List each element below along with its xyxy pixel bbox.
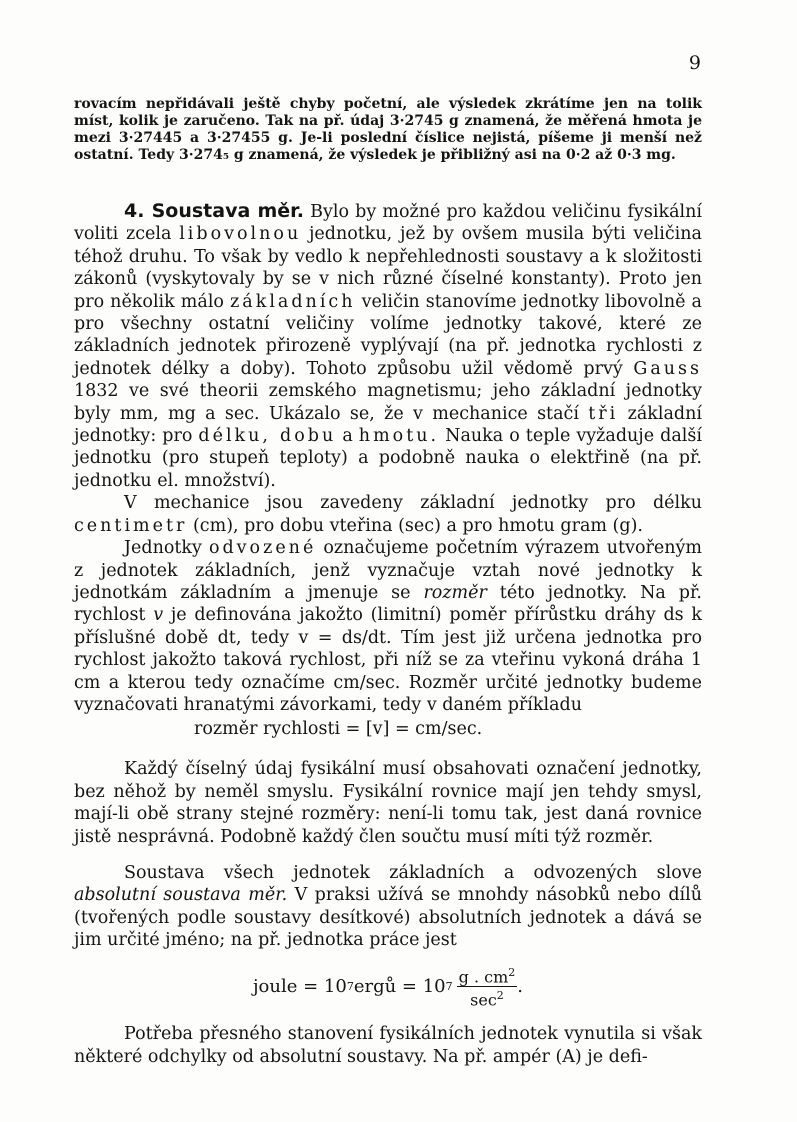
joule-fraction: $\frac{g . cm^2}{\sec^2}$ bbox=[458, 965, 516, 1010]
section-4-paragraph-3: Jednotky odvozené označujeme početním výrazem utvořeným z jednotek základních, jenž vyznačuje vztah nové jednotky k jednotkám základním a jmenuje se rozměr této jednotky. Na př. rychlost v je definována jakožto (limitní) poměr přírůstku dráhy ds k příslušné době dt, tedy v = ds/dt. Tím jest již určena jednotka pro rychlost jakožto taková rychlost, při níž se za vteřinu vykoná dráha 1 cm a kterou tedy označíme cm/sec. Rozměr určité jednotky budeme vyznačovati hranatými závorkami, tedy v daném příkladu bbox=[74, 538, 702, 715]
section-4-paragraph-2: V mechanice jsou zavedeny základní jednotky pro délku centimetr (cm), pro dobu vteřina (sec) a pro hmotu gram (g). bbox=[74, 493, 702, 536]
intro-paragraph: rovacím nepřidávali ještě chyby početní, ale výsledek zkrátíme jen na tolik míst, kolik je zaručeno. Tak na př. údaj 3·2745 g znamená, že měřená hmota je mezi 3·27445 a 3·27455 g. Je-li poslední číslice nejistá, píšeme ji menší než ostatní. Tedy 3·274₅ g znamená, že výsledek je přibližný asi na 0·2 až 0·3 mg. bbox=[74, 96, 702, 163]
equation-velocity-dimension: rozměr rychlosti = [v] = cm/sec. bbox=[194, 719, 483, 740]
section-4-paragraph-5: Soustava všech jednotek základních a odvozených slove absolutní soustava měr. V praksi užívá se mnohdy násobků nebo dílů (tvořených podle soustavy desítkové) absolutních jednotek a dává se jim určité jméno; na př. jednotka práce jest bbox=[74, 862, 702, 951]
equation-joule: joule = 10 7 ergů = 10 7 $\frac{g . cm^2}{\sec^2}$ . bbox=[252, 965, 524, 1010]
page-number: 9 bbox=[688, 52, 701, 74]
section-heading: 4. Soustava měr. bbox=[124, 200, 305, 222]
section-4-paragraph-1: 4. Soustava měr. Bylo by možné pro každou veličinu fysikální voliti zcela libovolnou jednotku, jež by ovšem musila býti veličina téhož druhu. To však by vedlo k nepřehlednosti soustavy a k složitosti zákonů (vyskytovaly by se v nich různé číselné konstanty). Proto jen pro několik málo základních veličin stanovíme jednotky libovolně a pro všechny ostatní veličiny volíme jednotky takové, které ze základních jednotek přirozeně vyplývají (na př. jednotka rychlosti z jednotek délky a doby). Tohoto způsobu užil vědomě prvý Gauss 1832 ve své theorii zemského magnetismu; jeho základní jednotky byly mm, mg a sec. Ukázalo se, že v mechanice stačí tři základní jednotky: pro délku, dobu a hmotu. Nauka o teple vyžaduje další jednotku (pro stupeň teploty) a podobně nauka o elektřině (na př. jednotku el. množství). bbox=[74, 200, 702, 491]
section-4-paragraph-6: Potřeba přesného stanovení fysikálních jednotek vynutila si však některé odchylky od absolutní soustavy. Na př. ampér (A) je defi- bbox=[74, 1024, 702, 1067]
section-4-paragraph-4: Každý číselný údaj fysikální musí obsahovati označení jednotky, bez něhož by neměl smyslu. Fysikální rovnice mají jen tehdy smysl, mají-li obě strany stejné rozměry: není-li tomu tak, jest daná rovnice jistě nesprávná. Podobně každý člen součtu musí míti týž rozměr. bbox=[74, 759, 702, 847]
page-content bbox=[74, 96, 702, 1068]
